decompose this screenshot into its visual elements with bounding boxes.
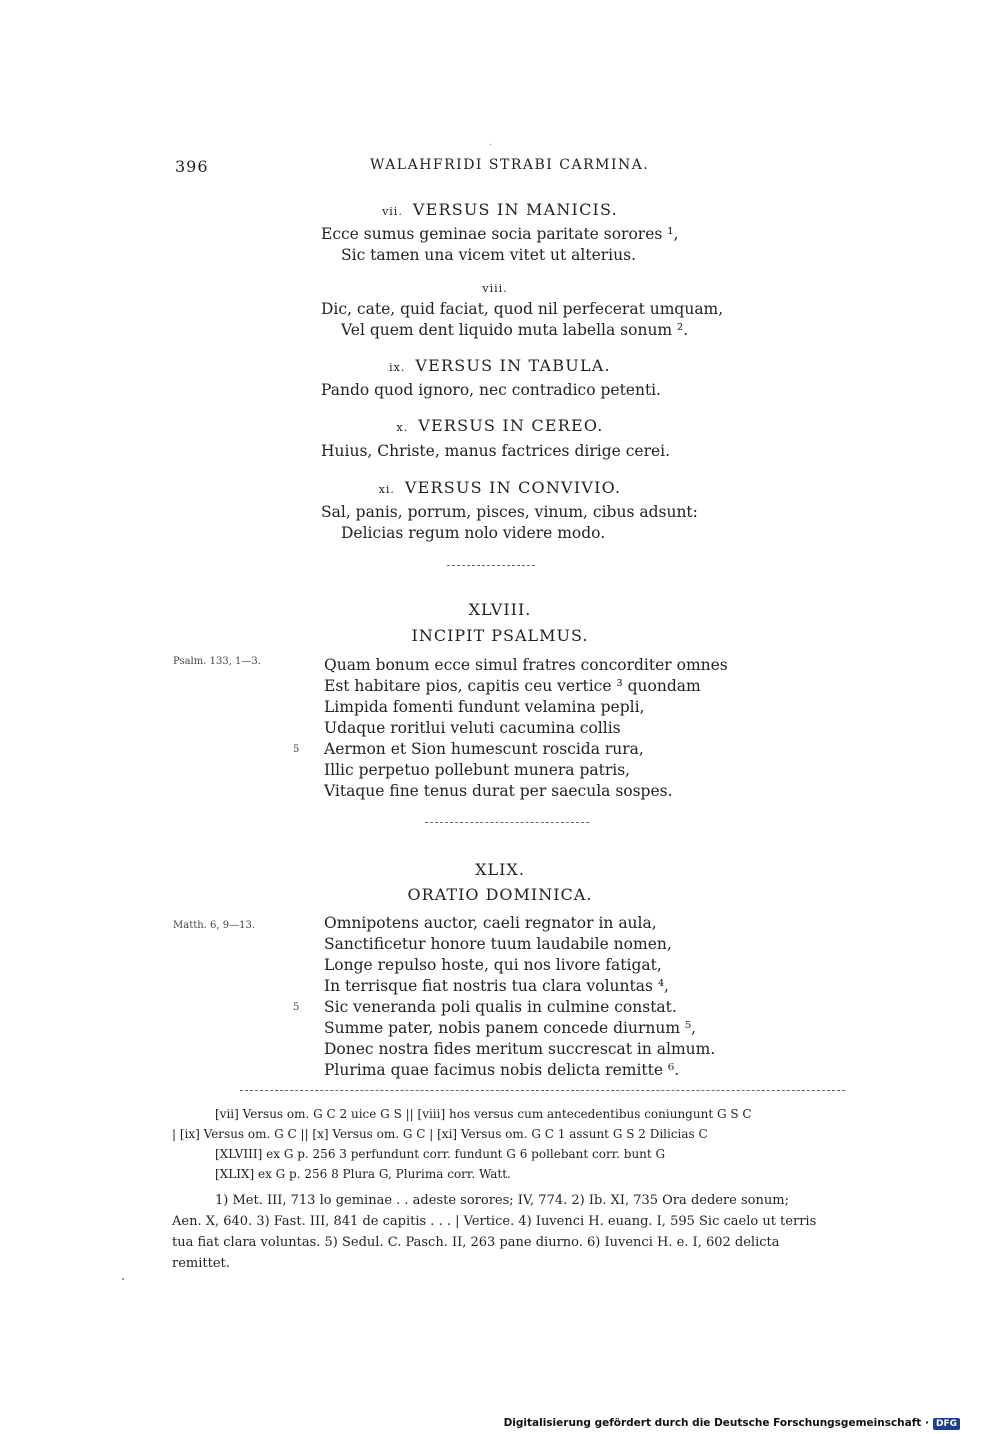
footnote-line-3: tua fiat clara voluntas. 5) Sedul. C. Pasch. II, 263 pane diurno. 6) Iuvenci H. e. I, 602 delicta	[172, 1235, 780, 1250]
poem-48-line-1: Quam bonum ecce simul fratres concorditer omnes	[324, 656, 728, 674]
digitization-footer	[504, 1417, 960, 1430]
poem-vii-line-1: Ecce sumus geminae socia paritate sorores ¹,	[321, 225, 679, 243]
poem-x-title: VERSUS IN CEREO.	[418, 416, 604, 435]
poem-vii-line-2: Sic tamen una vicem vitet ut alterius.	[341, 246, 636, 264]
poem-49-line-number: 5	[293, 1002, 300, 1013]
apparatus-line-4: [XLIX] ex G p. 256 8 Plura G, Plurima corr. Watt.	[215, 1167, 511, 1181]
top-mark: ·	[489, 140, 493, 151]
poem-ix-numeral: ix.	[389, 361, 406, 374]
footnote-line-1: 1) Met. III, 713 lo geminae . . adeste sorores; IV, 774. 2) Ib. XI, 735 Ora dedere sonum;	[215, 1193, 789, 1208]
poem-vii-title: VERSUS IN MANICIS.	[412, 200, 618, 219]
poem-xi-numeral: xi.	[378, 483, 395, 496]
poem-x-heading	[0, 416, 1000, 435]
poem-49-line-6: Summe pater, nobis panem concede diurnum ⁵,	[324, 1019, 697, 1037]
footnote-line-2: Aen. X, 640. 3) Fast. III, 841 de capitis . . . | Vertice. 4) Iuvenci H. euang. I, 595 Sic caelo ut terris	[172, 1214, 817, 1229]
poem-48-line-3: Limpida fomenti fundunt velamina pepli,	[324, 698, 645, 716]
poem-49-numeral: XLIX.	[475, 860, 525, 879]
poem-48-line-2: Est habitare pios, capitis ceu vertice ³ quondam	[324, 677, 701, 695]
poem-48-line-number: 5	[293, 744, 300, 755]
poem-48-title: INCIPIT PSALMUS.	[411, 626, 589, 645]
running-head: WALAHFRIDI STRABI CARMINA.	[370, 157, 650, 173]
apparatus-line-1: [vii] Versus om. G C 2 uice G S || [viii] hos versus cum antecedentibus coniungunt G S C	[215, 1107, 752, 1121]
poem-ix-line-1: Pando quod ignoro, nec contradico petenti.	[321, 381, 662, 399]
apparatus-rule	[240, 1090, 845, 1091]
section-divider	[447, 565, 535, 566]
poem-48-margin-ref: Psalm. 133, 1—3.	[173, 656, 261, 667]
poem-xi-line-1: Sal, panis, porrum, pisces, vinum, cibus adsunt:	[321, 503, 698, 521]
poem-48-line-7: Vitaque fine tenus durat per saecula sospes.	[324, 782, 673, 800]
poem-viii-line-2: Vel quem dent liquido muta labella sonum ².	[341, 321, 689, 339]
poem-xi-title: VERSUS IN CONVIVIO.	[404, 478, 622, 497]
poem-49-line-2: Sanctificetur honore tuum laudabile nomen,	[324, 935, 672, 953]
poem-49-line-3: Longe repulso hoste, qui nos livore fatigat,	[324, 956, 662, 974]
footer-text: Digitalisierung gefördert durch die Deutsche Forschungsgemeinschaft ·	[503, 1417, 929, 1429]
poem-49-line-1: Omnipotens auctor, caeli regnator in aula,	[324, 914, 657, 932]
poem-48-numeral: XLVIII.	[468, 600, 532, 619]
poem-xi-line-2: Delicias regum nolo videre modo.	[341, 524, 606, 542]
poem-48-line-6: Illic perpetuo pollebunt munera patris,	[324, 761, 631, 779]
poem-49-line-7: Donec nostra fides meritum succrescat in almum.	[324, 1040, 716, 1058]
poem-49-title: ORATIO DOMINICA.	[407, 885, 593, 904]
poem-x-line-1: Huius, Christe, manus factrices dirige cerei.	[321, 442, 671, 460]
poem-viii-heading	[0, 277, 1000, 296]
poem-ix-title: VERSUS IN TABULA.	[415, 356, 611, 375]
section-divider	[425, 822, 589, 823]
footnote-line-4: remittet.	[172, 1256, 230, 1271]
poem-viii-line-1: Dic, cate, quid faciat, quod nil perfecerat umquam,	[321, 300, 724, 318]
dfg-logo: DFG	[933, 1418, 960, 1430]
scan-mark	[122, 1278, 124, 1280]
poem-48-line-4: Udaque roritlui veluti cacumina collis	[324, 719, 621, 737]
apparatus-line-3: [XLVIII] ex G p. 256 3 perfundunt corr. fundunt G 6 pollebant corr. bunt G	[215, 1147, 666, 1161]
poem-49-margin-ref: Matth. 6, 9—13.	[173, 920, 256, 931]
poem-49-line-8: Plurima quae facimus nobis delicta remitte ⁶.	[324, 1061, 680, 1079]
poem-vii-numeral: vii.	[382, 205, 403, 218]
page-number: 396	[175, 157, 209, 176]
poem-ix-heading	[0, 356, 1000, 375]
poem-x-numeral: x.	[396, 421, 409, 434]
poem-viii-numeral: viii.	[482, 282, 508, 295]
poem-48-line-5: Aermon et Sion humescunt roscida rura,	[324, 740, 644, 758]
poem-xi-heading	[0, 478, 1000, 497]
poem-vii-heading	[0, 200, 1000, 219]
poem-49-line-5: Sic veneranda poli qualis in culmine constat.	[324, 998, 677, 1016]
apparatus-line-2: | [ix] Versus om. G C || [x] Versus om. G C | [xi] Versus om. G C 1 assunt G S 2 Dilicias C	[172, 1127, 708, 1141]
poem-49-line-4: In terrisque fiat nostris tua clara voluntas ⁴,	[324, 977, 669, 995]
